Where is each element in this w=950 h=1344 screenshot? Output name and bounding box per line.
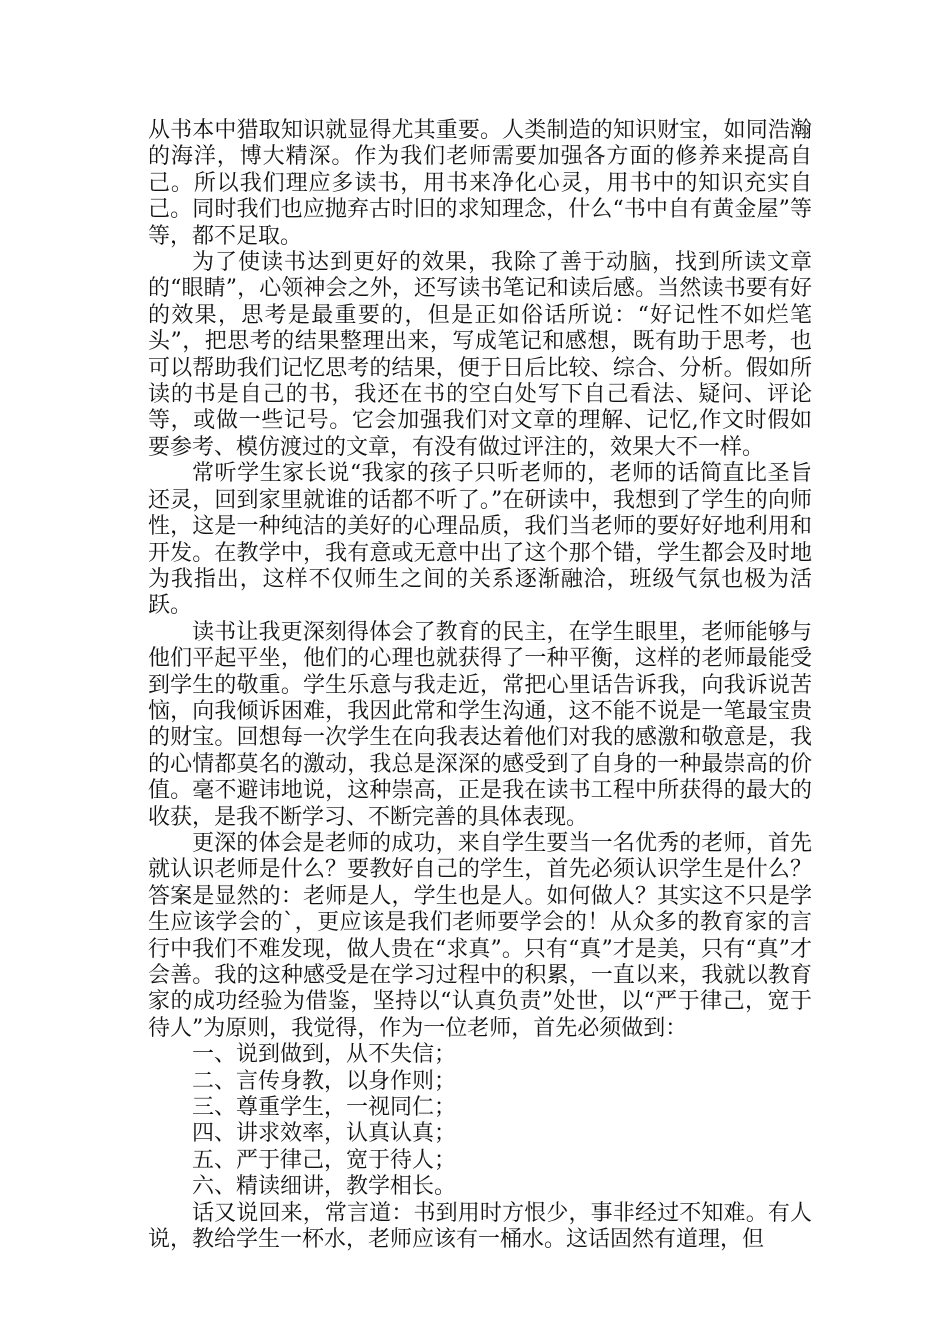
list-item: 六、精读细讲，教学相长。 <box>192 1174 457 1200</box>
paragraph-3: 常听学生家长说“我家的孩子只听老师的，老师的话简直比圣旨还灵，回到家里就谁的话都不听了。”在研读中，我想到了学生的向师性，这是一种纯洁的美好的心理品质，我们当老师的要好好地利用和开发。在教学中，我有意或无意中出了这个那个错，学生都会及时地为我指出，这样不仅师生之间的关系逐渐融洽，班级气氛也极为活跃。 <box>148 461 812 619</box>
list-item: 四、讲求效率，认真认真； <box>192 1121 457 1147</box>
list-item: 五、严于律己，宽于待人； <box>192 1147 457 1173</box>
list-item: 二、言传身教，以身作则； <box>192 1068 457 1094</box>
principles-list <box>148 1042 812 1200</box>
paragraph-5: 更深的体会是老师的成功，来自学生要当一名优秀的老师，首先就认识老师是什么？要教好自己的学生，首先必须认识学生是什么？答案是显然的：老师是人，学生也是人。如何做人？其实这不只是学生应该学会的`，更应该是我们老师要学会的！从众多的教育家的言行中我们不难发现，做人贵在“求真”。只有“真”才是美，只有“真”才会善。我的这种感受是在学习过程中的积累，一直以来，我就以教育家的成功经验为借鉴，坚持以“认真负责”处世，以“严于律己，宽于待人”为原则，我觉得，作为一位老师，首先必须做到： <box>148 830 812 1041</box>
paragraph-1: 从书本中猎取知识就显得尤其重要。人类制造的知识财宝，如同浩瀚的海洋，博大精深。作为我们老师需要加强各方面的修养来提高自己。所以我们理应多读书，用书来净化心灵，用书中的知识充实自己。同时我们也应抛弃古时旧的求知理念，什么“书中自有黄金屋”等等，都不足取。 <box>148 118 812 249</box>
paragraph-4: 读书让我更深刻得体会了教育的民主，在学生眼里，老师能够与他们平起平坐，他们的心理也就获得了一种平衡，这样的老师最能受到学生的敬重。学生乐意与我走近，常把心里话告诉我，向我诉说苦恼，向我倾诉困难，我因此常和学生沟通，这不能不说是一笔最宝贵的财宝。回想每一次学生在向我表达着他们对我的感激和敬意是，我的心情都莫名的激动，我总是深深的感受到了自身的一种最崇高的价值。毫不避讳地说，这种崇高，正是我在读书工程中所获得的最大的收获，是我不断学习、不断完善的具体表现。 <box>148 619 812 830</box>
list-item: 三、尊重学生，一视同仁； <box>192 1095 457 1121</box>
list-item: 一、说到做到，从不失信； <box>192 1042 457 1068</box>
document-page <box>148 118 812 1253</box>
closing-paragraph: 话又说回来，常言道：书到用时方恨少，事非经过不知难。有人说，教给学生一杯水，老师应该有一桶水。这话固然有道理，但 <box>148 1200 812 1253</box>
paragraph-2: 为了使读书达到更好的效果，我除了善于动脑，找到所读文章的“眼睛”，心领神会之外，还写读书笔记和读后感。当然读书要有好的效果，思考是最重要的，但是正如俗话所说：“好记性不如烂笔头”，把思考的结果整理出来，写成笔记和感想，既有助于思考，也可以帮助我们记忆思考的结果，便于日后比较、综合、分析。假如所读的书是自己的书，我还在书的空白处写下自己看法、疑问、评论等，或做一些记号。它会加强我们对文章的理解、记忆,作文时假如要参考、模仿渡过的文章，有没有做过评注的，效果大不一样。 <box>148 250 812 460</box>
